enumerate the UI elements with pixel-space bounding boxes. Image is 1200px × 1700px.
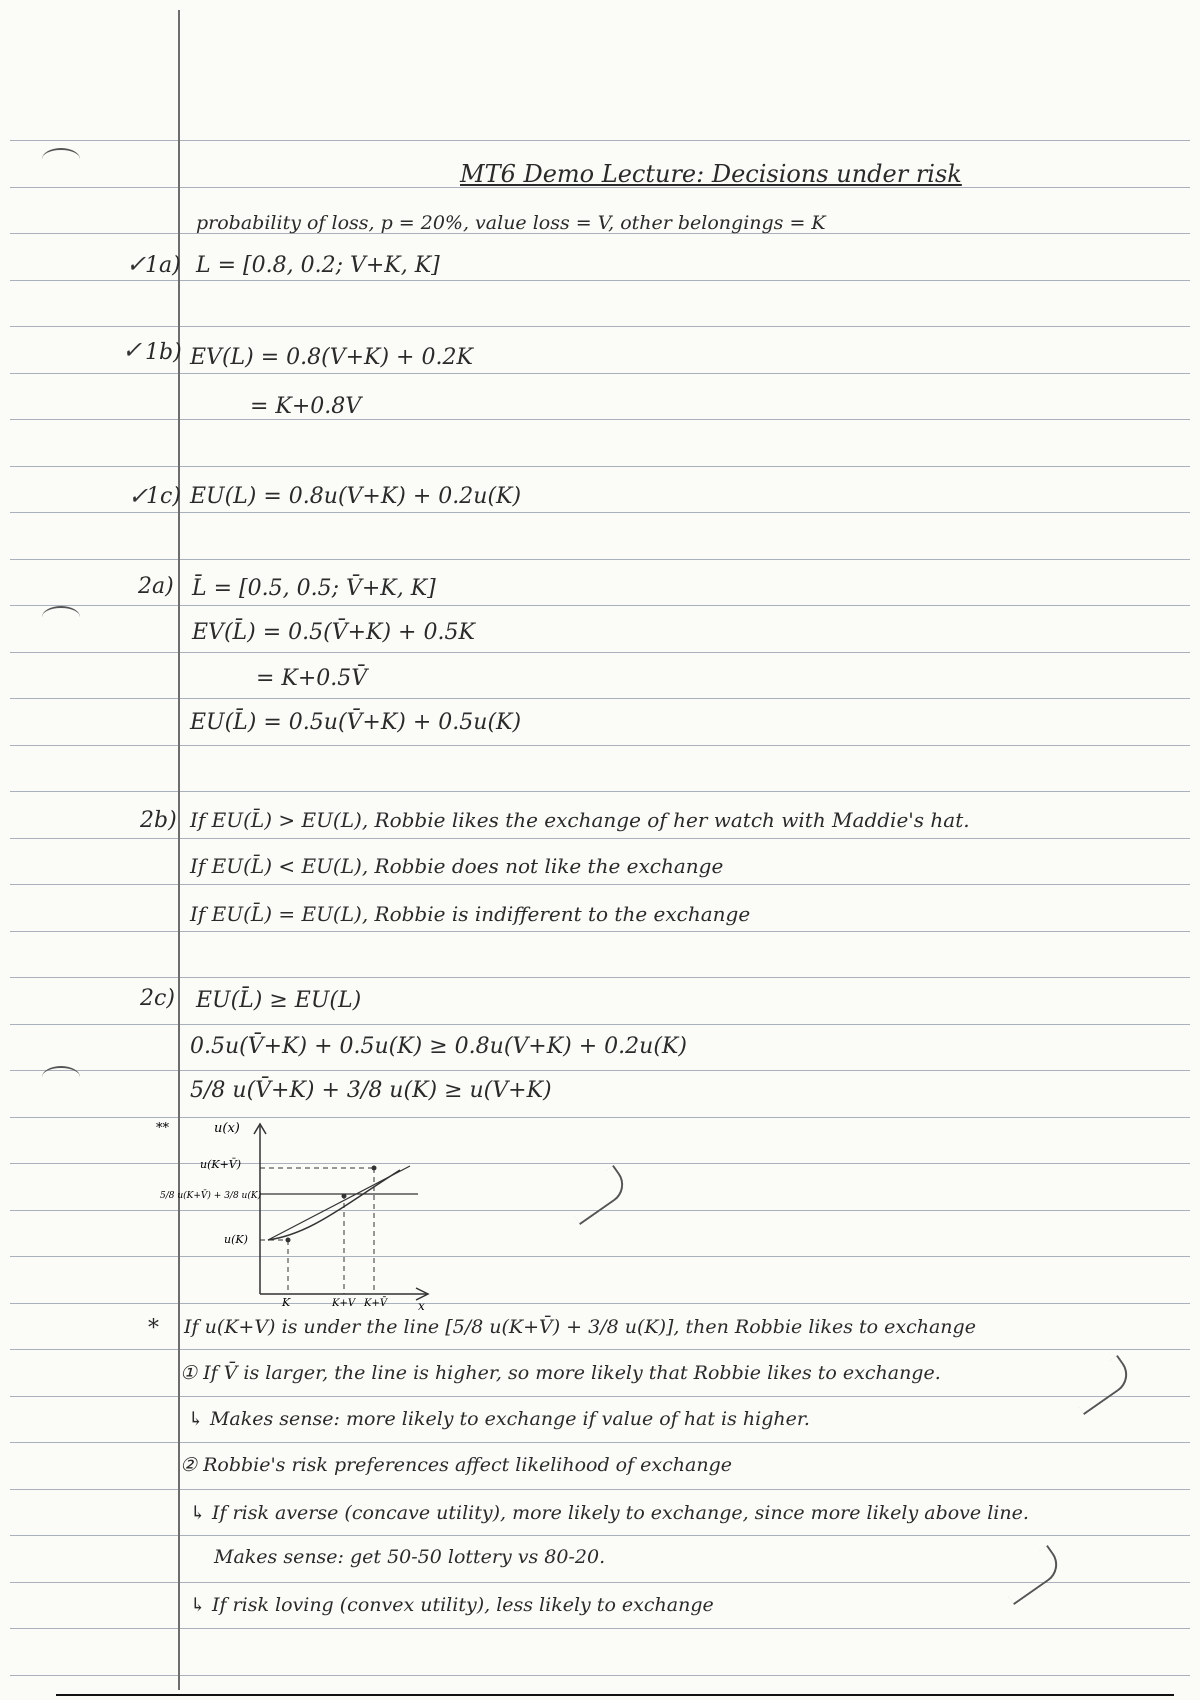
- q2c-label: 2c): [140, 986, 175, 1011]
- ruled-line: [10, 1442, 1190, 1443]
- ruled-line: [10, 1349, 1190, 1350]
- punch-hole: [42, 606, 80, 628]
- q2c-line3: 5/8 u(V̄+K) + 3/8 u(K) ≥ u(V+K): [190, 1078, 552, 1103]
- grader-check-mark: [997, 1545, 1065, 1605]
- q2a-line3: = K+0.5V̄: [256, 666, 368, 691]
- q1c-line: EU(L) = 0.8u(V+K) + 0.2u(K): [190, 484, 522, 509]
- q1a-label: 1a): [145, 253, 181, 278]
- ruled-line: [10, 1489, 1190, 1490]
- ruled-line: [10, 326, 1190, 327]
- ruled-line: [10, 931, 1190, 932]
- q1b-line2: = K+0.8V: [250, 394, 362, 419]
- note-line2: ① If V̄ is larger, the line is higher, so more likely that Robbie likes to exchange.: [180, 1362, 941, 1384]
- ruled-line: [10, 1535, 1190, 1536]
- q2c-line2: 0.5u(V̄+K) + 0.5u(K) ≥ 0.8u(V+K) + 0.2u(K): [190, 1034, 687, 1059]
- x-tick-kvbar: K+V̄: [364, 1298, 388, 1309]
- ruled-line: [10, 1070, 1190, 1071]
- q1c-label: 1c): [146, 484, 181, 509]
- x-tick-k: K: [282, 1296, 291, 1309]
- x-tick-kv: K+V: [332, 1298, 356, 1309]
- grader-check-mark: [563, 1165, 631, 1225]
- q2a-line1: L̄ = [0.5, 0.5; V̄+K, K]: [192, 576, 436, 601]
- q1a-line: L = [0.8, 0.2; V+K, K]: [196, 253, 440, 278]
- graph-star: **: [156, 1121, 169, 1136]
- note-line1: If u(K+V) is under the line [5/8 u(K+V̄) + 3/8 u(K)], then Robbie likes to exchange: [184, 1316, 976, 1338]
- q2b-label: 2b): [140, 808, 177, 833]
- q2a-label: 2a): [138, 574, 174, 599]
- q2b-line2: If EU(L̄) < EU(L), Robbie does not like the exchange: [190, 854, 724, 878]
- q2b-line3: If EU(L̄) = EU(L), Robbie is indifferent to the exchange: [190, 902, 751, 926]
- q1b-line1: EV(L) = 0.8(V+K) + 0.2K: [190, 345, 473, 370]
- graph-y-label: u(x): [214, 1121, 240, 1136]
- ruled-line: [10, 838, 1190, 839]
- q1b-label: 1b): [145, 340, 182, 365]
- note-line4: ② Robbie's risk preferences affect likelihood of exchange: [180, 1454, 732, 1476]
- ruled-line: [10, 373, 1190, 374]
- graph-x-label: x: [418, 1299, 425, 1313]
- note-star: *: [148, 1316, 159, 1341]
- utility-graph: [156, 1118, 440, 1313]
- ruled-line: [10, 1628, 1190, 1629]
- ruled-line: [10, 1396, 1190, 1397]
- ruled-line: [10, 791, 1190, 792]
- ruled-line: [10, 419, 1190, 420]
- chord-line: [268, 1166, 410, 1240]
- ruled-line: [10, 652, 1190, 653]
- punch-hole: [42, 1066, 80, 1088]
- q2a-line4: EU(L̄) = 0.5u(V̄+K) + 0.5u(K): [190, 710, 522, 735]
- ruled-line: [10, 745, 1190, 746]
- q2b-line1: If EU(L̄) > EU(L), Robbie likes the exchange of her watch with Maddie's hat.: [190, 808, 970, 832]
- y-tick-top: u(K+V̄): [200, 1158, 242, 1171]
- ruled-line: [10, 466, 1190, 467]
- page-title: MT6 Demo Lecture: Decisions under risk: [460, 160, 962, 188]
- ruled-line: [10, 605, 1190, 606]
- intro-line: probability of loss, p = 20%, value loss = V, other belongings = K: [196, 212, 826, 234]
- ruled-line: [10, 512, 1190, 513]
- grader-check-mark: [1067, 1355, 1135, 1415]
- q2a-line2: EV(L̄) = 0.5(V̄+K) + 0.5K: [192, 620, 475, 645]
- q2c-line1: EU(L̄) ≥ EU(L): [196, 988, 362, 1013]
- ruled-line: [10, 698, 1190, 699]
- ruled-line: [10, 280, 1190, 281]
- y-tick-mid: 5/8 u(K+V̄) + 3/8 u(K): [160, 1191, 262, 1201]
- y-tick-low: u(K): [224, 1233, 248, 1246]
- ruled-line: [10, 140, 1190, 141]
- note-line6: Makes sense: get 50-50 lottery vs 80-20.: [214, 1546, 606, 1568]
- ruled-line: [10, 1675, 1190, 1676]
- note-line7: ↳ If risk loving (convex utility), less likely to exchange: [190, 1594, 714, 1616]
- ruled-line: [10, 1024, 1190, 1025]
- punch-hole: [42, 148, 80, 170]
- ruled-line: [10, 559, 1190, 560]
- note-line5: ↳ If risk averse (concave utility), more likely to exchange, since more likely above line.: [190, 1502, 1029, 1524]
- note-line3: ↳ Makes sense: more likely to exchange if value of hat is higher.: [188, 1408, 810, 1430]
- ruled-line: [10, 884, 1190, 885]
- ruled-line: [10, 977, 1190, 978]
- page-bottom-border: [56, 1694, 1174, 1696]
